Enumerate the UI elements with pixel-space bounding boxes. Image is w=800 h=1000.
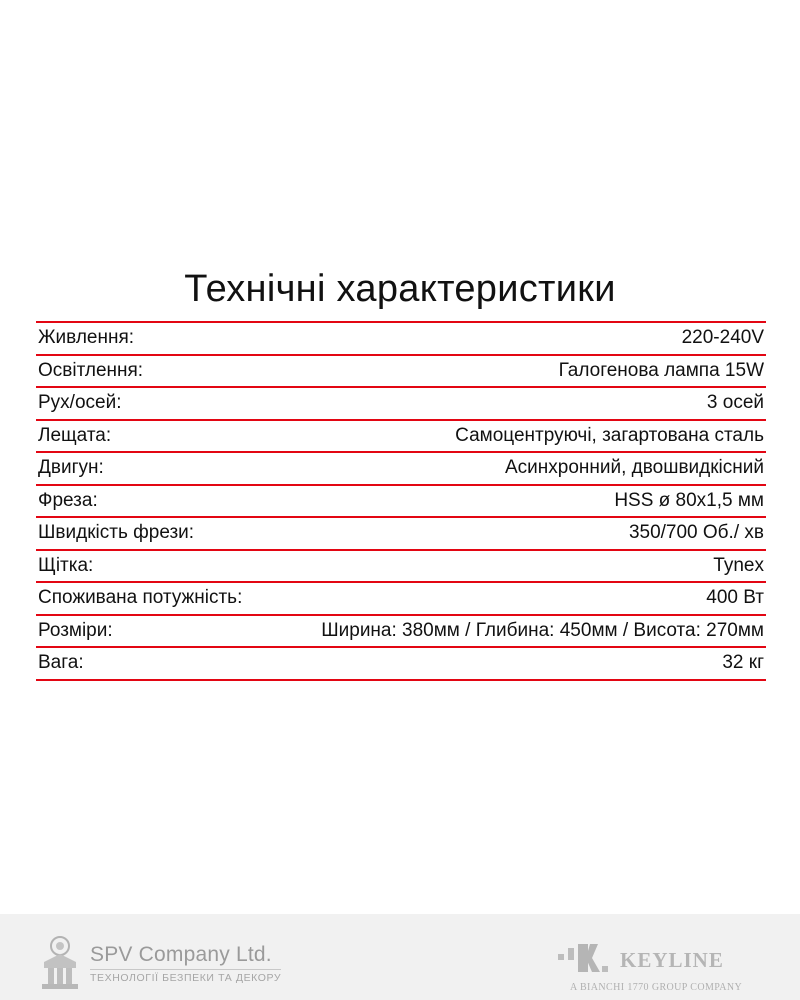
spec-value: Асинхронний, двошвидкісний	[504, 457, 764, 479]
spec-value: 32 кг	[722, 652, 764, 674]
spec-row	[36, 551, 766, 584]
spec-row	[36, 453, 766, 486]
keyline-logo	[556, 936, 766, 996]
keyline-brand-name: KEYLINE	[620, 948, 724, 972]
spec-label: Швидкість фрези:	[38, 522, 195, 544]
spec-label: Розміри:	[38, 619, 113, 641]
spec-row	[36, 616, 766, 649]
spec-label: Двигун:	[38, 457, 104, 479]
spv-company-name: SPV Company Ltd.	[90, 943, 272, 966]
keyline-k-icon	[556, 936, 614, 980]
spec-row	[36, 421, 766, 454]
spec-value: 350/700 Об./ хв	[628, 522, 764, 544]
spec-value: Ширина: 380мм / Глибина: 450мм / Висота: 270мм	[321, 619, 764, 641]
spec-label: Лещата:	[38, 424, 112, 446]
page-title: Технічні характеристики	[184, 268, 616, 310]
spec-row	[36, 648, 766, 681]
spec-table	[36, 321, 766, 681]
spec-row	[36, 388, 766, 421]
footer-bar	[0, 914, 800, 1000]
spec-value: HSS ø 80х1,5 мм	[614, 489, 764, 511]
spec-row	[36, 323, 766, 356]
spec-label: Вага:	[38, 652, 84, 674]
spec-label: Рух/осей:	[38, 392, 122, 414]
spec-label: Живлення:	[38, 327, 135, 349]
spec-label: Фреза:	[38, 489, 98, 511]
spec-value: 220-240V	[681, 327, 764, 349]
spec-value: Галогенова лампа 15W	[558, 359, 764, 381]
spec-value: Самоцентруючі, загартована сталь	[455, 424, 764, 446]
spec-value: Tynex	[713, 554, 764, 576]
spec-row	[36, 518, 766, 551]
spv-logo	[38, 934, 281, 994]
keyline-brand-tagline: A BIANCHI 1770 GROUP COMPANY	[570, 982, 743, 993]
spec-row	[36, 583, 766, 616]
spv-emblem-icon	[38, 934, 82, 990]
spec-value: 3 осей	[706, 392, 764, 414]
spec-row	[36, 486, 766, 519]
spec-label: Споживана потужність:	[38, 587, 243, 609]
spv-company-tagline: ТЕХНОЛОГІЇ БЕЗПЕКИ ТА ДЕКОРУ	[90, 969, 281, 984]
spec-value: 400 Вт	[706, 587, 764, 609]
spec-row	[36, 356, 766, 389]
spec-label: Освітлення:	[38, 359, 144, 381]
spec-label: Щітка:	[38, 554, 94, 576]
